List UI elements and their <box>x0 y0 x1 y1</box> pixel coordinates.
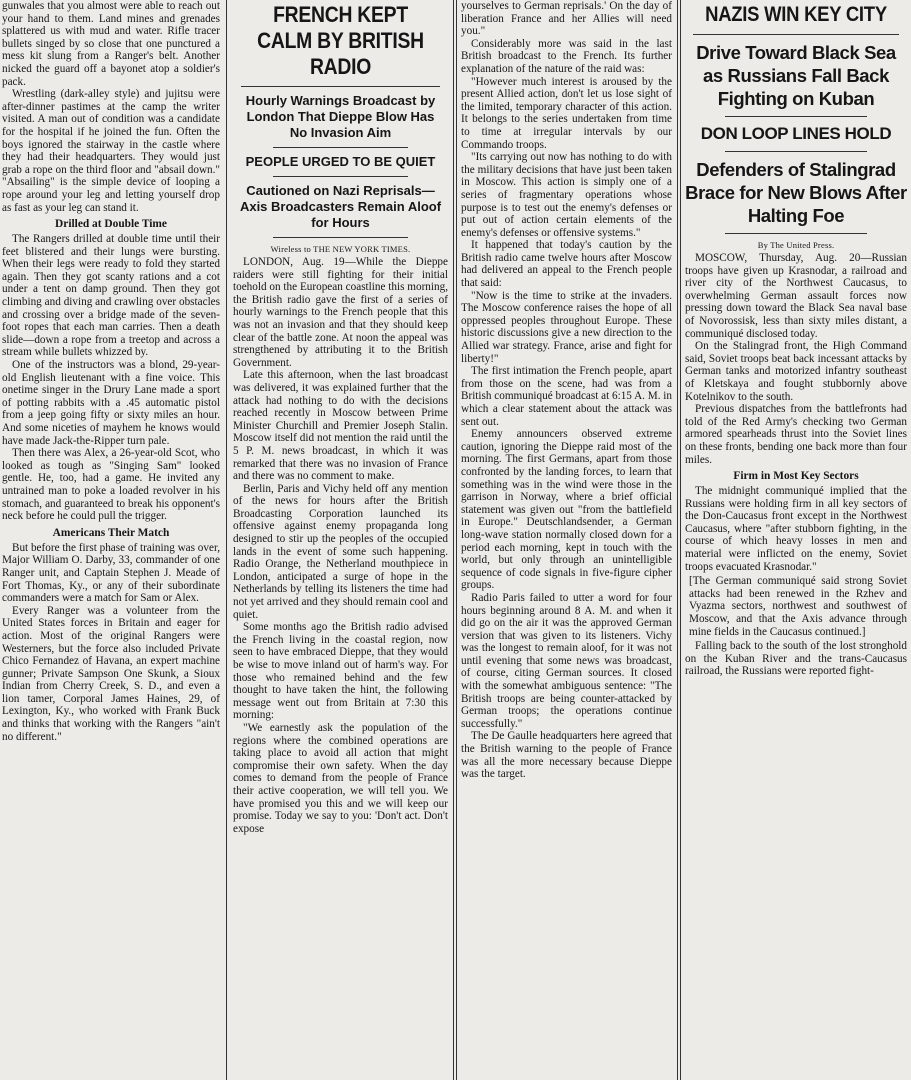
headline-deck: Drive Toward Black Sea as Russians Fall Back Fighting on Kuban <box>696 42 896 109</box>
subheading: Firm in Most Key Sectors <box>733 470 859 483</box>
subheading: Drilled at Double Time <box>55 218 167 231</box>
divider <box>241 86 440 87</box>
headline-deck: Cautioned on Nazi Reprisals—Axis Broadcasters Remain Aloof for Hours <box>239 183 442 230</box>
article-paragraph: Enemy announcers observed extreme caution, ignoring the Dieppe raid most of the morning. The first Germans, apart from those confronted by the landing forces, to learn that something was in the wind were those in the garrison in Norway, where a brief official statement was given out "from the battlefield in Europe." Deutschlandsender, a German long-wave station normally closed down for a period each morning, kept in touch with the world, but only through an unintelligible sequence of code signals in five-figure cipher groups. <box>461 428 672 592</box>
article-paragraph: yourselves to German reprisals.' On the day of liberation France and her Allies will need you." <box>461 0 672 38</box>
article-paragraph: Considerably more was said in the last British broadcast to the French. Its further explanation of the nature of the raid was: <box>461 37 672 75</box>
article-paragraph: Then there was Alex, a 26-year-old Scot, who looked as tough as "Singing Sam" looked gentle. He, too, had a game. He invited any untrained man to poke a loaded revolver in his stomach, and guaranteed to break his opponent's neck before he could pull the trigger. <box>2 447 220 523</box>
article-paragraph: Every Ranger was a volunteer from the United States forces in Britain and eager for action. Most of the original Rangers were Westerners, but the force also included Private Chico Fernandez of Havana, an expert machine gunner; Private Sampson One Skunk, a Sioux Indian from Cherry Creek, S. D., and even a lion tamer, Corporal James Haines, 29, of Lexington, Ky., who worked with Frank Buck and thinks that working with the Rangers "ain't no different." <box>2 604 220 743</box>
headline-deck: DON LOOP LINES HOLD <box>700 124 892 143</box>
article-paragraph: LONDON, Aug. 19—While the Dieppe raiders were still fighting for their initial toehold on the European coastline this morning, the British radio gave the first of a series of hourly warnings to the French people that this was not an invasion and that they should keep clear of the battle zone. At noon the appeal was strengthened by attributing it to the British Government. <box>233 256 448 369</box>
article-paragraph: The midnight communiqué implied that the Russians were holding firm in all key sectors of the Don-Caucasus front except in the Northwest Caucasus, where "after stubborn fighting, in the course of which heavy losses in men and material were inflicted on the enemy, Soviet troops evacuated Krasnodar." <box>685 485 907 573</box>
headline: NAZIS WIN KEY CITY <box>705 3 887 26</box>
article-paragraph: "We earnestly ask the population of the regions where the combined operations are taking place to avoid all action that might compromise their own safety. When the day comes to demand from the people of France their active cooperation, we will tell you. We have promised you this and we will keep our promise. Today we say to you: 'Don't act. Don't expose <box>233 721 448 835</box>
article-paragraph: The first intimation the French people, apart from those on the scene, had was from a British communiqué broadcast at 6:15 A. M. in which a clear statement about the attack was sent out. <box>461 365 672 428</box>
divider <box>273 176 408 177</box>
article-paragraph: Wrestling (dark-alley style) and jujitsu were after-dinner pastimes at the camp the writer visited. A man out of condition was a candidate for the hospital if he joined the fun. Often the boys ignored the stairway in the castle where they had their headquarters. They would just grab a rope on the third floor and "absail down." "Absailing" is the simple device of looping a rope around your leg and letting yourself drop as fast as your leg can stand it. <box>2 88 220 214</box>
article-paragraph: But before the first phase of training was over, Major William O. Darby, 33, commander of one Ranger unit, and Captain Stephen J. Meade of Fort Thomas, Ky., or any of their subordinate commanders were a match for Sam or Alex. <box>2 541 221 605</box>
headline-deck: PEOPLE URGED TO BE QUIET <box>245 154 436 169</box>
divider <box>273 237 408 238</box>
article-column-french-radio-continued <box>457 0 676 1080</box>
article-paragraph: On the Stalingrad front, the High Command said, Soviet troops beat back incessant attacks by German tanks and motorized infantry southeast of Kletskaya and fought stubbornly above Kotelnikov to the south. <box>685 340 907 403</box>
article-paragraph: "Its carrying out now has nothing to do with the military decisions that have just been taken in Moscow. This action is simply one of a series of fragmentary operations whose purpose is to test out the enemy's defenses or put out of action certain elements of the enemy's defenses or offensive systems." <box>461 151 672 239</box>
divider <box>725 116 867 117</box>
divider <box>693 34 899 35</box>
article-paragraph: It happened that today's caution by the British radio came twelve hours after Moscow had delivered an appeal to the French people that said: <box>461 239 672 290</box>
headline-deck: Defenders of Stalingrad Brace for New Blows After Halting Foe <box>685 159 907 226</box>
article-column-french-radio <box>229 0 452 1080</box>
article-paragraph: The Rangers drilled at double time until their feet blistered and their lungs were bursting. When their legs were ready to fold they started again. Then they got scanty rations and a cot under a tent on damp ground. Then they got climbing and diving and crawling over obstacles and crossing over a bridge made of the seven-foot ropes that each man carries. Then a death slide—down a rope from a treetop and across a stream while bullets whizzed by. <box>2 233 220 359</box>
headline-deck: Hourly Warnings Broadcast by London That Dieppe Blow Has No Invasion Aim <box>245 93 436 140</box>
article-paragraph: Some months ago the British radio advised the French living in the coastal region, now seen to have embraced Dieppe, that they would be wise to move inland out of harm's way. For those who remained behind and the few thought to have taken the hint, the following message went out from Britain at 7:30 this morning: <box>233 621 448 722</box>
article-paragraph: Berlin, Paris and Vichy held off any mention of the news for hours after the British Broadcasting Corporation launched its offensive against enemy propaganda long designed to stir up the peoples of the occupied lands in the event of some such happening. Radio Orange, the Netherland mouthpiece in London, anticipated a surge of hope in the Netherlands by telling its listeners the time had not yet arrived and they should remain cool and quiet. <box>233 482 448 621</box>
article-paragraph: Radio Paris failed to utter a word for four hours beginning around 8 A. M. and when it did go on the air it was the approved German version that was given to its listeners. Vichy was the longest to remain aloof, for it was not until evening that some news was broadcast, of course, citing German sources. It closed with the somewhat ambiguous sentence: "The British troops are being counter-attacked by German troops; the operations continue successfully." <box>461 591 672 730</box>
article-column-nazis-win <box>681 0 911 1080</box>
article-paragraph: "Now is the time to strike at the invaders. The Moscow conference raises the hope of all oppressed peoples throughout Europe. These historic discussions give a new direction to the Allied war strategy. France, arise and fight for liberty!" <box>461 289 672 365</box>
divider <box>725 151 867 152</box>
article-paragraph: One of the instructors was a blond, 29-year-old English lieutenant with a fine voice. This onetime singer in the Drury Lane made a sport of potting rabbits with a .45 automatic pistol from a jeep going fifty or sixty miles an hour. And some niceties of mayhem he knows would have made Jack-the-Ripper turn pale. <box>2 359 220 447</box>
divider <box>725 233 867 234</box>
column-rule <box>226 0 227 1080</box>
wire-credit: Wireless to THE NEW YORK TIMES. <box>270 244 411 254</box>
article-paragraph: "However much interest is aroused by the present Allied action, don't let us lose sight of the limited, temporary character of this action. It belongs to the series undertaken from time to time at irregular intervals by our Commando troops. <box>461 75 672 151</box>
article-paragraph: Late this afternoon, when the last broadcast was delivered, it was explained further that the attack had nothing to do with the decisions reached recently in Moscow between Prime Minister Churchill and Premier Joseph Stalin. Moscow itself did not mention the raid until the 5 P. M. news broadcast, in which it was remarked that there was no invasion of France and there was no comment to make. <box>233 369 448 483</box>
subheading: Americans Their Match <box>52 526 170 539</box>
article-paragraph: gunwales that you almost were able to reach out your hand to them. Land mines and grenades splattered us with mud and water. Rifle tracer bullets singed by so close that one punctured a mess kit slung from a Ranger's belt. Another nicked the guard off a bayonet atop a soldier's pack. <box>2 0 220 88</box>
wire-credit: By The United Press. <box>757 240 835 250</box>
article-column-rangers <box>0 0 224 1080</box>
article-paragraph: MOSCOW, Thursday, Aug. 20—Russian troops have given up Krasnodar, a railroad and river city of the Northwest Caucasus, to overwhelming German assault forces now pressing down toward the Black Sea naval base of Novorossisk, less than sixty miles distant, a communiqué disclosed today. <box>685 252 907 340</box>
divider <box>273 147 408 148</box>
article-paragraph: Falling back to the south of the lost stronghold on the Kuban River and the trans-Caucasus railroad, the Russians were reported fight- <box>685 640 907 678</box>
article-paragraph: The De Gaulle headquarters here agreed that the British warning to the people of France was all the more necessary because Dieppe was the target. <box>461 730 672 781</box>
bracketed-note: [The German communiqué said strong Soviet attacks had been renewed in the Rzhev and Vyazma sectors, northwest and southwest of Moscow, and that the Axis advance through mine fields in the Caucasus continued.] <box>689 575 907 638</box>
headline: FRENCH KEPT CALM BY BRITISH RADIO <box>257 2 424 79</box>
article-paragraph: Previous dispatches from the battlefronts had told of the Red Army's checking two German armored spearheads thrust into the Soviet lines on these fronts, bending one back more than four miles. <box>685 403 907 466</box>
